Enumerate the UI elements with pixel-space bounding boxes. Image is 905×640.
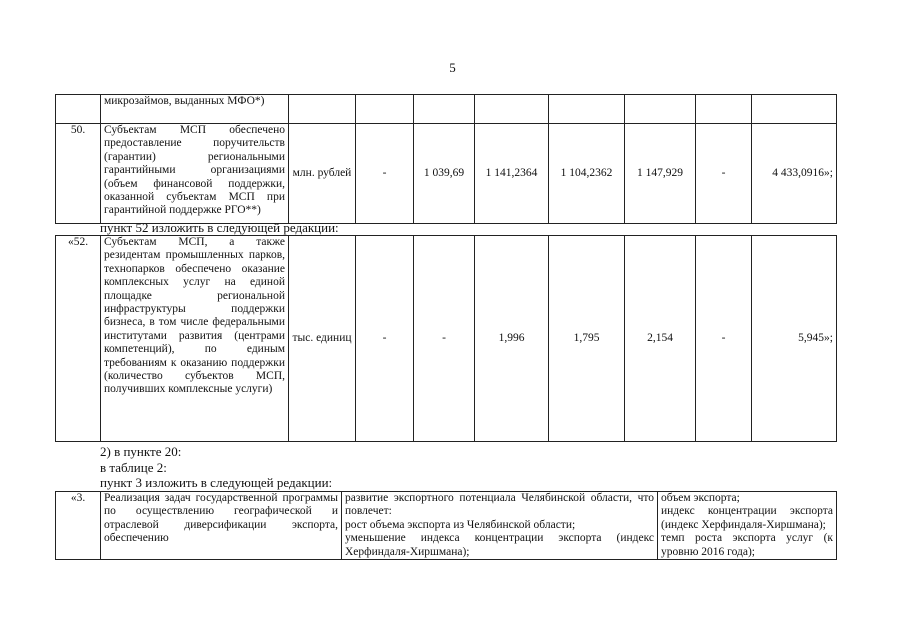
instruction-paragraph: пункт 52 изложить в следующей редакции: [100,220,339,235]
table-row [56,95,837,124]
value-cell: - [356,236,414,442]
value-cell: 1,795 [549,236,625,442]
unit-cell: тыс. единиц [289,236,356,442]
indicator-line: объем экспорта; [661,492,740,504]
table-row [56,124,837,224]
value-cell: 1 104,2362 [549,124,625,224]
value-cell [625,95,696,124]
indicators-table-2 [55,235,837,442]
value-cell [475,95,549,124]
table-row [56,492,837,560]
indicator-line: темп роста экспорта услуг (к уровню 2016 года); [661,532,833,558]
value-cell: 1,996 [475,236,549,442]
indicators-table-1 [55,94,837,224]
value-cell [696,95,752,124]
indicator-line: индекс концентрации экспорта (индекс Херфиндаля-Хиршмана); [661,505,833,531]
value-cell: - [356,124,414,224]
page-number: 5 [449,60,456,75]
row-number-cell: «3. [56,492,101,560]
indicator-name-cell: Субъектам МСП, а также резидентам промышленных парков, технопарков обеспечено оказание комплексных услуг на единой площадке региональной инфраструктуры поддержки бизнеса, в том числе федеральными институтами развития (центрами компетенций), по единым требованиям к оказанию поддержки (количество субъектов МСП, получивших комплексные услуги) [101,236,289,442]
row-number-cell: 50. [56,124,101,224]
task-cell: Реализация задач государственной программы по осуществлению географической и отраслевой диверсификации экспорта, обеспечению [101,492,342,560]
result-cell [342,492,658,560]
unit-cell [289,95,356,124]
result-line: уменьшение индекса концентрации экспорта (индекс Херфиндаля-Хиршмана); [345,532,654,558]
value-cell: 4 433,0916»; [752,124,837,224]
value-cell [414,95,475,124]
value-cell [356,95,414,124]
measures-table [55,491,837,560]
row-number-cell: «52. [56,236,101,442]
result-line: рост объема экспорта из Челябинской области; [345,518,576,531]
value-cell: 2,154 [625,236,696,442]
unit-cell: млн. рублей [289,124,356,224]
value-cell: 1 147,929 [625,124,696,224]
value-cell: 1 141,2364 [475,124,549,224]
instruction-paragraph: пункт 3 изложить в следующей редакции: [100,475,333,490]
indicator-name-cell: Субъектам МСП обеспечено предоставление поручительств (гарантии) региональными гарантийными организациями (объем финансовой поддержки, оказанной субъектам МСП при гарантийной поддержке РГО**) [101,124,289,224]
value-cell [549,95,625,124]
value-cell: 5,945»; [752,236,837,442]
indicator-cell [658,492,837,560]
value-cell: - [696,124,752,224]
indicator-name-cell: микрозаймов, выданных МФО*) [101,95,289,124]
instruction-paragraph: 2) в пункте 20: [100,444,182,459]
value-cell: - [696,236,752,442]
instruction-paragraph: в таблице 2: [100,460,167,475]
value-cell: 1 039,69 [414,124,475,224]
row-number-cell [56,95,101,124]
result-line: развитие экспортного потенциала Челябинской области, что повлечет: [345,492,654,518]
table-row [56,236,837,442]
value-cell [752,95,837,124]
value-cell: - [414,236,475,442]
